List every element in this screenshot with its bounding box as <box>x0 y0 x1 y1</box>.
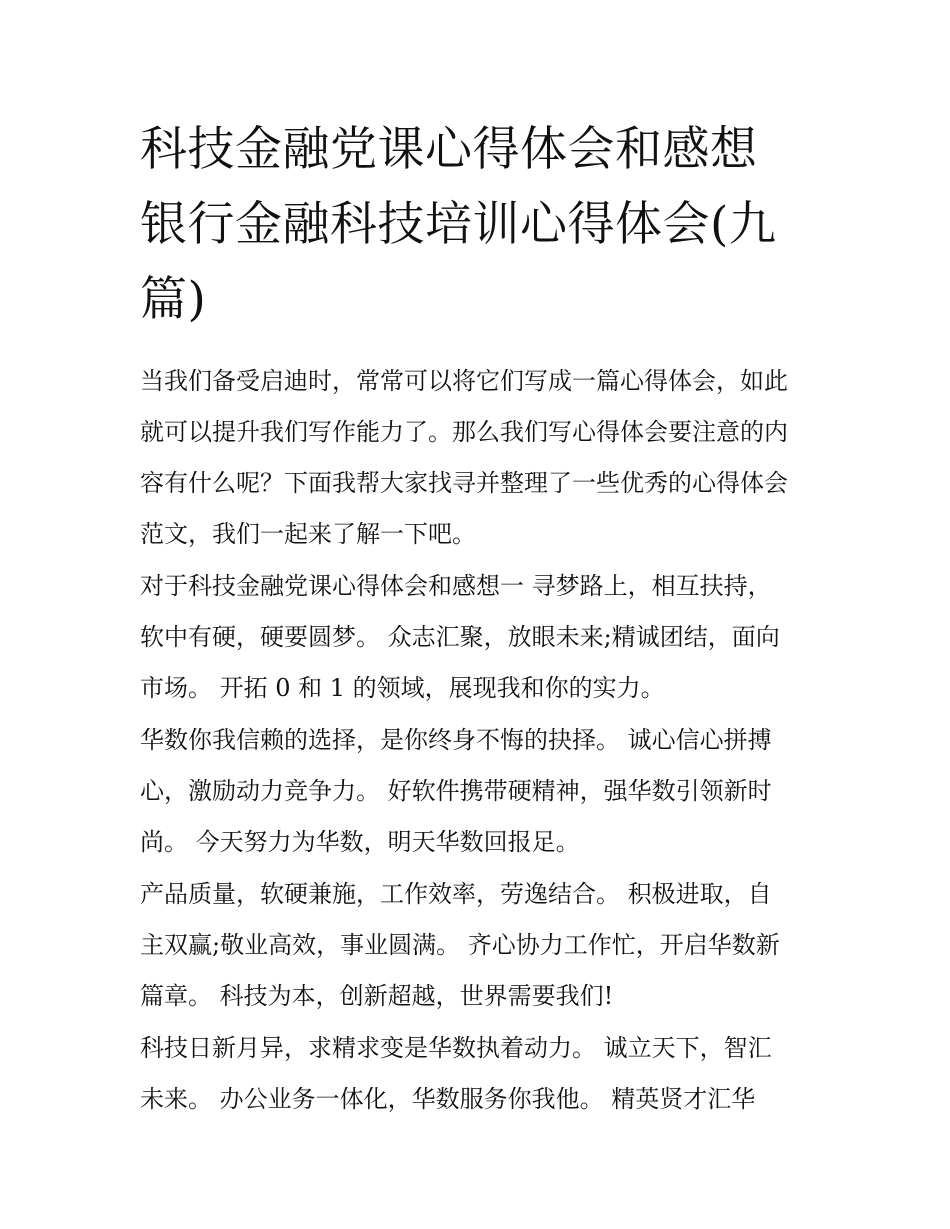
text-line: 容有什么呢？下面我帮大家找寻并整理了一些优秀的心得体会 <box>140 469 788 497</box>
title-line: 银行金融科技培训心得体会(九 <box>140 197 777 252</box>
document-title <box>140 112 820 337</box>
paragraph <box>140 869 830 1022</box>
text-line: 范文，我们一起来了解一下吧。 <box>140 520 476 548</box>
document-body <box>140 356 830 1126</box>
text-line: 篇章。 科技为本，创新超越，世界需要我们! <box>140 982 614 1010</box>
paragraph <box>140 561 830 714</box>
text-line: 就可以提升我们写作能力了。那么我们写心得体会要注意的内 <box>140 418 788 446</box>
paragraph-intro <box>140 356 830 560</box>
text-line: 心，激励动力竞争力。 好软件携带硬精神，强华数引领新时 <box>140 777 772 805</box>
paragraph <box>140 1023 830 1125</box>
text-line: 产品质量，软硬兼施，工作效率，劳逸结合。 积极进取，自 <box>140 880 772 908</box>
text-line: 尚。 今天努力为华数，明天华数回报足。 <box>140 828 580 856</box>
text-line: 对于科技金融党课心得体会和感想一 寻梦路上，相互扶持， <box>140 572 772 600</box>
text-line: 当我们备受启迪时，常常可以将它们写成一篇心得体会，如此 <box>140 367 788 395</box>
text-line: 市场。 开拓 0 和 1 的领域，展现我和你的实力。 <box>140 674 665 702</box>
text-line: 主双赢;敬业高效，事业圆满。 齐心协力工作忙，开启华数新 <box>140 931 780 959</box>
text-line: 软中有硬，硬要圆梦。 众志汇聚，放眼未来;精诚团结，面向 <box>140 623 780 651</box>
paragraph <box>140 715 830 868</box>
title-line: 科技金融党课心得体会和感想 <box>140 122 758 177</box>
title-line: 篇) <box>140 272 207 327</box>
text-line: 科技日新月异，求精求变是华数执着动力。 诚立天下，智汇 <box>140 1034 772 1062</box>
text-line: 未来。 办公业务一体化，华数服务你我他。 精英贤才汇华 <box>140 1085 756 1113</box>
text-line: 华数你我信赖的选择，是你终身不悔的抉择。 诚心信心拼搏 <box>140 726 772 754</box>
